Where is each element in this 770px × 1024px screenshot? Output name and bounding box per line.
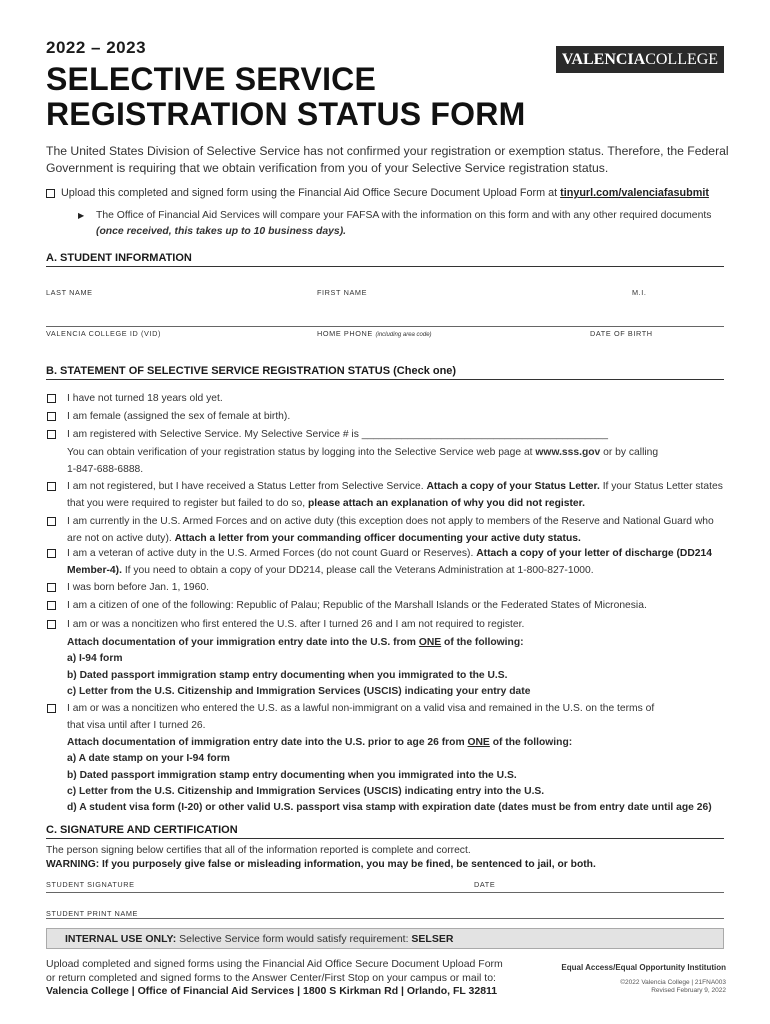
upload-text: Upload this completed and signed form using the Financial Aid Office Secure Document Upload Form at tinyurl.com/valenciafasubmit: [61, 187, 709, 199]
checkbox[interactable]: [47, 704, 56, 713]
date-label: DATE: [474, 880, 496, 889]
certification-text: The person signing below certifies that all of the information reported is complete and correct. WARNING: If you purposely give false or misleading information, you may be fined, be sentenced to jail, or both.: [46, 845, 596, 870]
last-name-label: LAST NAME: [46, 288, 93, 297]
status-option-under-18: I have not turned 18 years old yet.: [46, 391, 726, 408]
print-name-line[interactable]: [46, 918, 724, 919]
checkbox[interactable]: [47, 412, 56, 421]
checkbox[interactable]: [47, 482, 56, 491]
status-option-lawful-nonimmigrant: I am or was a noncitizen who entered the U.S. as a lawful non-immigrant on a valid visa and remained in the U.S. on the terms of that visa until after I turned 26.: [46, 701, 726, 734]
list-item: a) I-94 form: [67, 653, 123, 665]
registration-verification-note: You can obtain verification of your registration status by logging into the Selective Service web page at www.sss.gov or by calling 1-847-688-6888.: [67, 447, 659, 475]
checkbox[interactable]: [47, 620, 56, 629]
status-option-born-before-1960: I was born before Jan. 1, 1960.: [46, 580, 726, 597]
triangle-bullet-icon: ▶: [78, 211, 85, 220]
status-option-citizen-palau: I am a citizen of one of the following: Republic of Palau; Republic of the Marshall Islands or the Federated States of Micronesia.: [46, 598, 726, 615]
checkbox[interactable]: [47, 549, 56, 558]
status-option-noncitizen-after-26: I am or was a noncitizen who first entered the U.S. after I turned 26 and I am not required to register.: [46, 617, 726, 634]
page-title: [46, 62, 525, 132]
logo-text-rest: COLLEGE: [645, 50, 719, 68]
mailing-address: Valencia College | Office of Financial Aid Services | 1800 S Kirkman Rd | Orlando, FL 32811: [46, 985, 498, 997]
checkbox[interactable]: [47, 601, 56, 610]
checkbox[interactable]: [47, 394, 56, 403]
sss-link[interactable]: www.sss.gov: [535, 447, 601, 458]
title-line-1: SELECTIVE SERVICE: [46, 61, 377, 97]
status-option-registered: I am registered with Selective Service. My Selective Service # is ___________________________________________: [46, 427, 726, 444]
section-a-heading: A. STUDENT INFORMATION: [46, 252, 724, 267]
title-line-2: REGISTRATION STATUS FORM: [46, 96, 526, 132]
valencia-college-logo: [556, 46, 724, 73]
dob-label: DATE OF BIRTH: [590, 329, 653, 338]
ofa-note-emphasis: (once received, this takes up to 10 business days).: [96, 226, 347, 237]
checkbox[interactable]: [47, 430, 56, 439]
internal-use-box: INTERNAL USE ONLY: Selective Service form would satisfy requirement: SELSER: [46, 928, 724, 949]
status-option-veteran: I am a veteran of active duty in the U.S. Armed Forces (do not count Guard or Reserves). Attach a copy of your letter of discharge (DD214 Member-4). If you need to obtain a copy of your DD214, please call the Veterans Administration at 1-800-827-1000.: [46, 546, 726, 579]
student-signature-label: STUDENT SIGNATURE: [46, 880, 135, 889]
status-option-female: I am female (assigned the sex of female at birth).: [46, 409, 726, 426]
checkbox[interactable]: [47, 517, 56, 526]
copyright: ©2022 Valencia College | 21FNA003 Revised February 9, 2022: [620, 979, 726, 994]
section-c-heading: C. SIGNATURE AND CERTIFICATION: [46, 824, 724, 839]
eeo-statement: Equal Access/Equal Opportunity Institution: [561, 963, 726, 972]
upload-link[interactable]: tinyurl.com/valenciafasubmit: [560, 187, 709, 199]
warning-text: WARNING: If you purposely give false or misleading information, you may be fined, be sentenced to jail, or both.: [46, 859, 596, 870]
status-option-active-duty: I am currently in the U.S. Armed Forces and on active duty (this exception does not apply to members of the Reserve and National Guard who are not on active duty). Attach a letter from your commanding officer documenting your active duty status.: [46, 514, 726, 547]
ofa-note-text: The Office of Financial Aid Services will compare your FAFSA with the information on this form and with any other required documents: [96, 210, 712, 221]
upload-instruction: [46, 186, 736, 201]
first-name-label: FIRST NAME: [317, 288, 368, 297]
section-b-heading: B. STATEMENT OF SELECTIVE SERVICE REGISTRATION STATUS (Check one): [46, 365, 724, 380]
upload-checkbox[interactable]: [46, 189, 55, 198]
list-item: c) Letter from the U.S. Citizenship and Immigration Services (USCIS) indicating your entry date: [67, 685, 531, 697]
checkbox[interactable]: [47, 583, 56, 592]
logo-text-bold: VALENCIA: [561, 50, 646, 68]
mi-label: M.I.: [632, 288, 647, 297]
footer-instructions: Upload completed and signed forms using the Financial Aid Office Secure Document Upload Form or return completed and signed forms to the Answer Center/First Stop on your campus or mail to: Valencia College | Office of Financial Aid Services | 1800 S Kirkman Rd | Orlando, FL 32811: [46, 958, 503, 997]
home-phone-label: HOME PHONE (including area code): [317, 329, 432, 338]
student-print-name-label: STUDENT PRINT NAME: [46, 909, 139, 918]
form-year: 2022 – 2023: [46, 38, 147, 57]
signature-line[interactable]: [46, 892, 724, 893]
noncitizen-documentation-list: Attach documentation of your immigration entry date into the U.S. from ONE of the following: a) I-94 form b) Dated passport immigration stamp entry documenting when you immigrated to the U.S. c) Letter from the U.S. Citizenship and Immigration Services (USCIS) indicating your entry date: [67, 635, 727, 700]
list-item: c) Letter from the U.S. Citizenship and Immigration Services (USCIS) indicating entry into the U.S.: [67, 785, 545, 797]
vid-label: VALENCIA COLLEGE ID (VID): [46, 329, 162, 338]
list-item: b) Dated passport immigration stamp entry documenting when you immigrated into the U.S.: [67, 769, 517, 781]
status-option-status-letter: I am not registered, but I have received a Status Letter from Selective Service. Attach a copy of your Status Letter. If your Status Letter states that you were required to register but failed to do so, please attach an explanation of why you did not register.: [46, 479, 726, 512]
list-item: a) A date stamp on your I-94 form: [67, 753, 230, 765]
list-item: d) A student visa form (I-20) or other valid U.S. passport visa stamp with expiration date (dates must be from entry date until age 26): [67, 802, 712, 814]
ofa-note: [78, 208, 738, 240]
nonimmigrant-documentation-list: Attach documentation of immigration entry date into the U.S. prior to age 26 from ONE of the following: a) A date stamp on your I-94 form b) Dated passport immigration stamp entry documenting when you immigrated into the U.S. c) Letter from the U.S. Citizenship and Immigration Services (USCIS) indicating entry into the U.S. d) A student visa form (I-20) or other valid U.S. passport visa stamp with expiration date (dates must be from entry date until age 26): [67, 735, 727, 816]
divider-line: [46, 326, 724, 327]
list-item: b) Dated passport immigration stamp entry documenting when you immigrated to the U.S.: [67, 669, 508, 681]
intro-paragraph: The United States Division of Selective Service has not confirmed your registration or exemption status. Therefore, the Federal Government is requiring that we obtain verification from you of your Selective Service registration status.: [46, 144, 729, 175]
